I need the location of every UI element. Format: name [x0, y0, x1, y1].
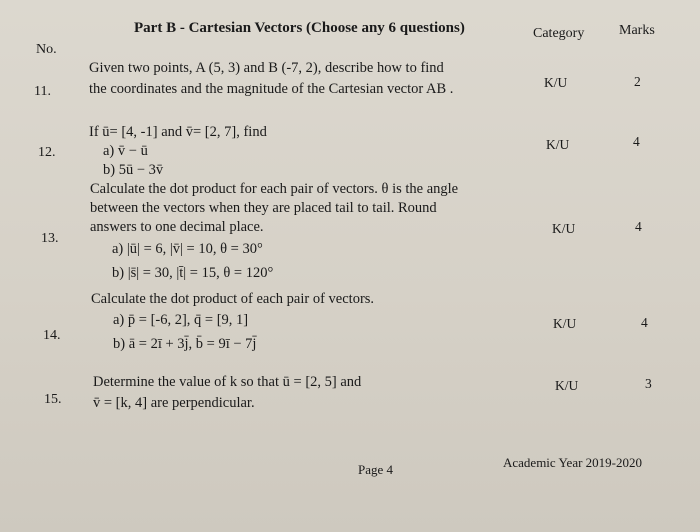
marks-value: 2 — [634, 74, 641, 89]
question-line: If ū= [4, -1] and v̄= [2, 7], find — [89, 124, 267, 140]
marks-column-header: Marks — [619, 23, 655, 38]
number-column-header: No. — [36, 42, 57, 57]
section-title: Part B - Cartesian Vectors (Choose any 6 questions) — [134, 20, 465, 36]
category-value: K/U — [544, 75, 568, 90]
category-column-header: Category — [533, 26, 585, 41]
question-line: a) |ū| = 6, |v̄| = 10, θ = 30° — [112, 241, 263, 257]
question-line: a) p̄ = [-6, 2], q̄ = [9, 1] — [113, 312, 249, 328]
question-number: 13. — [41, 231, 59, 246]
question-line: between the vectors when they are placed tail to tail. Round — [90, 200, 437, 216]
question-line: v̄ = [k, 4] are perpendicular. — [93, 395, 255, 411]
question-line: the coordinates and the magnitude of the Cartesian vector AB . — [89, 81, 454, 97]
marks-value: 4 — [633, 134, 640, 149]
page-number: Page 4 — [358, 462, 394, 477]
marks-value: 4 — [635, 219, 642, 234]
category-value: K/U — [546, 137, 570, 152]
question-number: 14. — [43, 328, 61, 343]
question-line: Calculate the dot product for each pair of vectors. θ is the angle — [90, 181, 459, 197]
question-line: b) ā = 2ī + 3j̄, b̄ = 9ī − 7j̄ — [113, 336, 257, 352]
question-line: Given two points, A (5, 3) and B (-7, 2), describe how to find — [89, 60, 444, 76]
category-value: K/U — [555, 378, 579, 393]
question-line: Calculate the dot product of each pair of vectors. — [91, 291, 375, 307]
category-value: K/U — [553, 316, 577, 331]
question-line: b) 5ū − 3v̄ — [103, 162, 164, 178]
question-line: b) |s̄| = 30, |t̄| = 15, θ = 120° — [112, 265, 274, 281]
question-number: 11. — [34, 84, 51, 99]
category-value: K/U — [552, 221, 576, 236]
marks-value: 3 — [645, 376, 652, 391]
question-line: a) v̄ − ū — [103, 143, 148, 159]
marks-value: 4 — [641, 315, 648, 330]
question-number: 15. — [44, 392, 62, 407]
question-line: answers to one decimal place. — [90, 219, 264, 235]
question-line: Determine the value of k so that ū = [2, 5] and — [93, 374, 362, 390]
question-number: 12. — [38, 145, 56, 160]
academic-year: Academic Year 2019-2020 — [503, 455, 642, 470]
